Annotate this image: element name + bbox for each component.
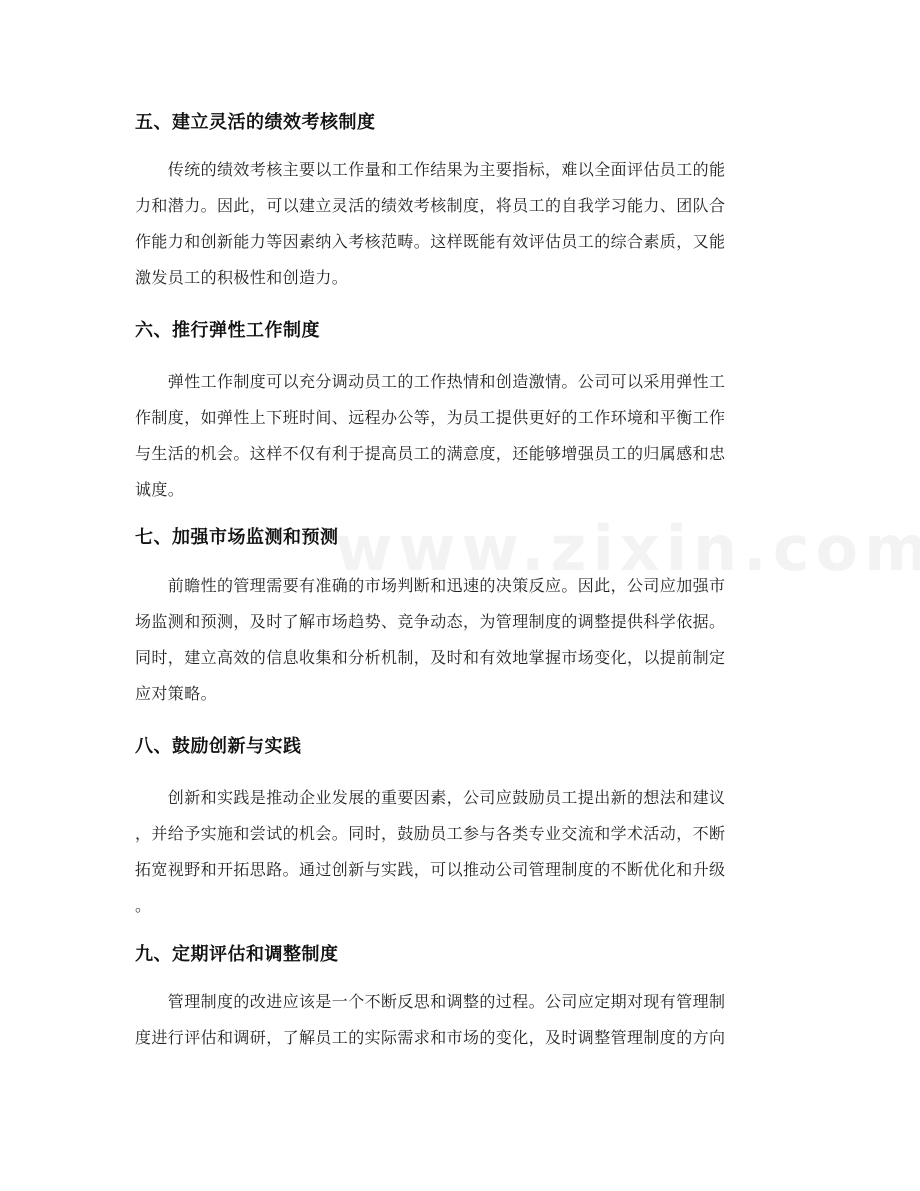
paragraph-line: 场监测和预测，及时了解市场趋势、竞争动态，为管理制度的调整提供科学依据。 bbox=[135, 612, 726, 631]
paragraph-line: ，并给予实施和尝试的机会。同时，鼓励员工参与各类专业交流和学术活动，不断 bbox=[135, 824, 726, 843]
paragraph-line: 力和潜力。因此，可以建立灵活的绩效考核制度，将员工的自我学习能力、团队合 bbox=[135, 196, 726, 215]
section-heading-8: 八、鼓励创新与实践 bbox=[135, 736, 302, 757]
section-paragraph-7 bbox=[135, 568, 795, 712]
section-heading-7: 七、加强市场监测和预测 bbox=[135, 527, 339, 548]
paragraph-line: 度进行评估和调研，了解员工的实际需求和市场的变化，及时调整管理制度的方向 bbox=[135, 1028, 726, 1047]
paragraph-line: 创新和实践是推动企业发展的重要因素，公司应鼓励员工提出新的想法和建议 bbox=[135, 788, 726, 807]
paragraph-line: 拓宽视野和开拓思路。通过创新与实践，可以推动公司管理制度的不断优化和升级 bbox=[135, 860, 726, 879]
paragraph-line: 前瞻性的管理需要有准确的市场判断和迅速的决策反应。因此，公司应加强市 bbox=[135, 576, 726, 595]
paragraph-line: 作能力和创新能力等因素纳入考核范畴。这样既能有效评估员工的综合素质，又能 bbox=[135, 232, 726, 251]
paragraph-line: 作制度，如弹性上下班时间、远程办公等，为员工提供更好的工作环境和平衡工作 bbox=[135, 408, 726, 427]
section-paragraph-5 bbox=[135, 152, 795, 296]
paragraph-line: 弹性工作制度可以充分调动员工的工作热情和创造激情。公司可以采用弹性工 bbox=[135, 372, 726, 391]
section-paragraph-6 bbox=[135, 364, 795, 508]
paragraph-line: 。 bbox=[135, 896, 152, 915]
section-heading-9: 九、定期评估和调整制度 bbox=[135, 944, 339, 965]
paragraph-line: 传统的绩效考核主要以工作量和工作结果为主要指标，难以全面评估员工的能 bbox=[135, 160, 726, 179]
section-heading-6: 六、推行弹性工作制度 bbox=[135, 320, 320, 341]
section-heading-5: 五、建立灵活的绩效考核制度 bbox=[135, 112, 376, 133]
paragraph-line: 诚度。 bbox=[135, 480, 185, 499]
paragraph-line: 与生活的机会。这样不仅有利于提高员工的满意度，还能够增强员工的归属感和忠 bbox=[135, 444, 726, 463]
section-paragraph-8 bbox=[135, 780, 795, 924]
paragraph-line: 管理制度的改进应该是一个不断反思和调整的过程。公司应定期对现有管理制 bbox=[135, 992, 726, 1011]
paragraph-line: 应对策略。 bbox=[135, 684, 218, 703]
section-paragraph-9 bbox=[135, 984, 795, 1056]
paragraph-line: 激发员工的积极性和创造力。 bbox=[135, 268, 349, 287]
paragraph-line: 同时，建立高效的信息收集和分析机制，及时和有效地掌握市场变化，以提前制定 bbox=[135, 648, 726, 667]
